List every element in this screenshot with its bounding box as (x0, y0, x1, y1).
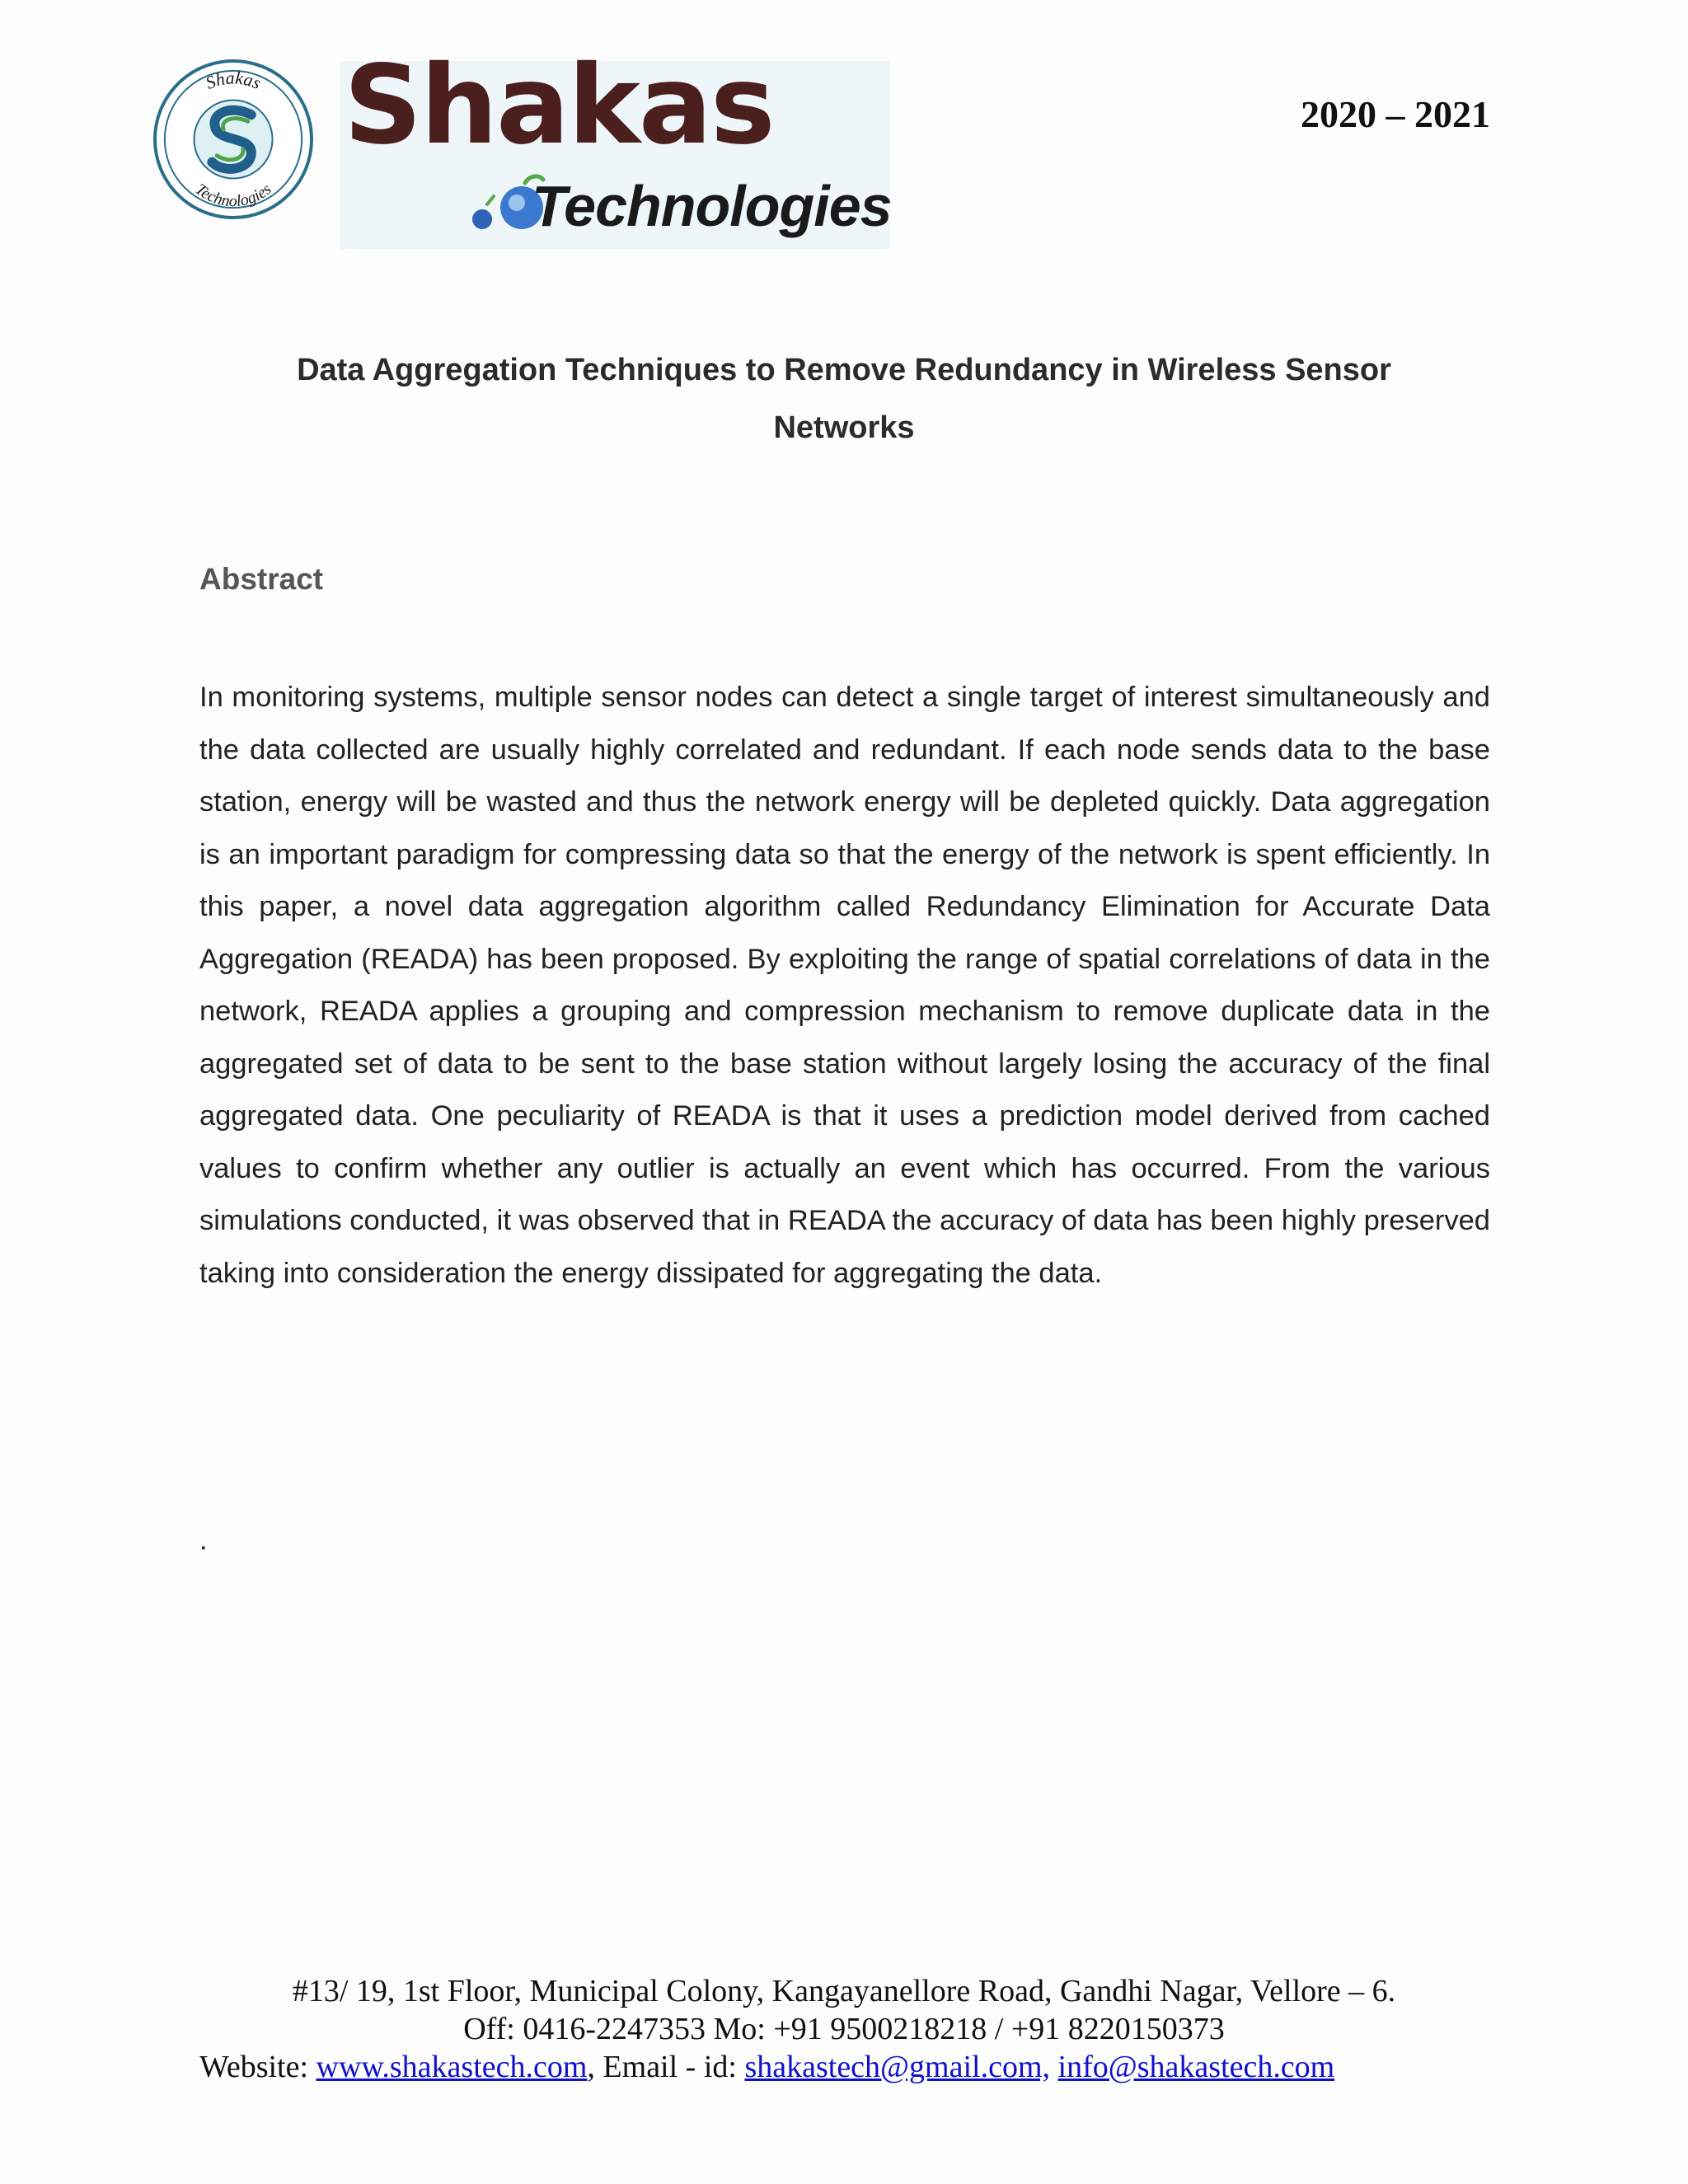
company-seal-logo (152, 58, 315, 221)
email-label: , Email - id: (587, 2050, 737, 2084)
brand-name: Shakas (344, 42, 774, 169)
brand-subtitle: Technologies (532, 174, 892, 238)
abstract-heading: Abstract (199, 562, 324, 596)
seal-top-text: Shakas (203, 68, 265, 94)
footer-contact-line (165, 2048, 1523, 2086)
footer-address: #13/ 19, 1st Floor, Municipal Colony, Kangayanellore Road, Gandhi Nagar, Vellore – 6. (292, 1974, 1396, 2008)
email-link-secondary[interactable]: info@shakastech.com (1057, 2050, 1335, 2084)
abstract-body: In monitoring systems, multiple sensor nodes can detect a single target of interest simultaneously and the data collected are usually highly correlated and redundant. If each node sends data to the base station, energy will be wasted and thus the network energy will be depleted quickly. Data aggregation is an important paradigm for compressing data so that the energy of the network is spent efficiently. In this paper, a novel data aggregation algorithm called Redundancy Elimination for Accurate Data Aggregation (READA) has been proposed. By exploiting the range of spatial correlations of data in the network, READA applies a grouping and compression mechanism to remove duplicate data in the aggregated set of data to be sent to the base station without largely losing the accuracy of the final aggregated data. One peculiarity of READA is that it uses a prediction model derived from cached values to confirm whether any outlier is actually an event which has occurred. From the various simulations conducted, it was observed that in READA the accuracy of data has been highly preserved taking into consideration the energy dissipated for aggregating the data. (199, 682, 1490, 1289)
brand-logo (340, 42, 892, 249)
page-footer (165, 1972, 1523, 2086)
footer-phones: Off: 0416-2247353 Mo: +91 9500218218 / +91 8220150373 (463, 2012, 1225, 2046)
website-link[interactable]: www.shakastech.com (316, 2050, 588, 2084)
academic-year: 2020 – 2021 (1301, 93, 1490, 135)
email-link-primary[interactable]: shakastech@gmail.com, (744, 2050, 1051, 2084)
website-label: Website: (199, 2050, 309, 2084)
trailing-mark: . (199, 1525, 208, 1556)
seal-bottom-text: Technologies (191, 180, 275, 211)
paper-title: Data Aggregation Techniques to Remove Redundancy in Wireless Sensor Networks (297, 353, 1391, 445)
